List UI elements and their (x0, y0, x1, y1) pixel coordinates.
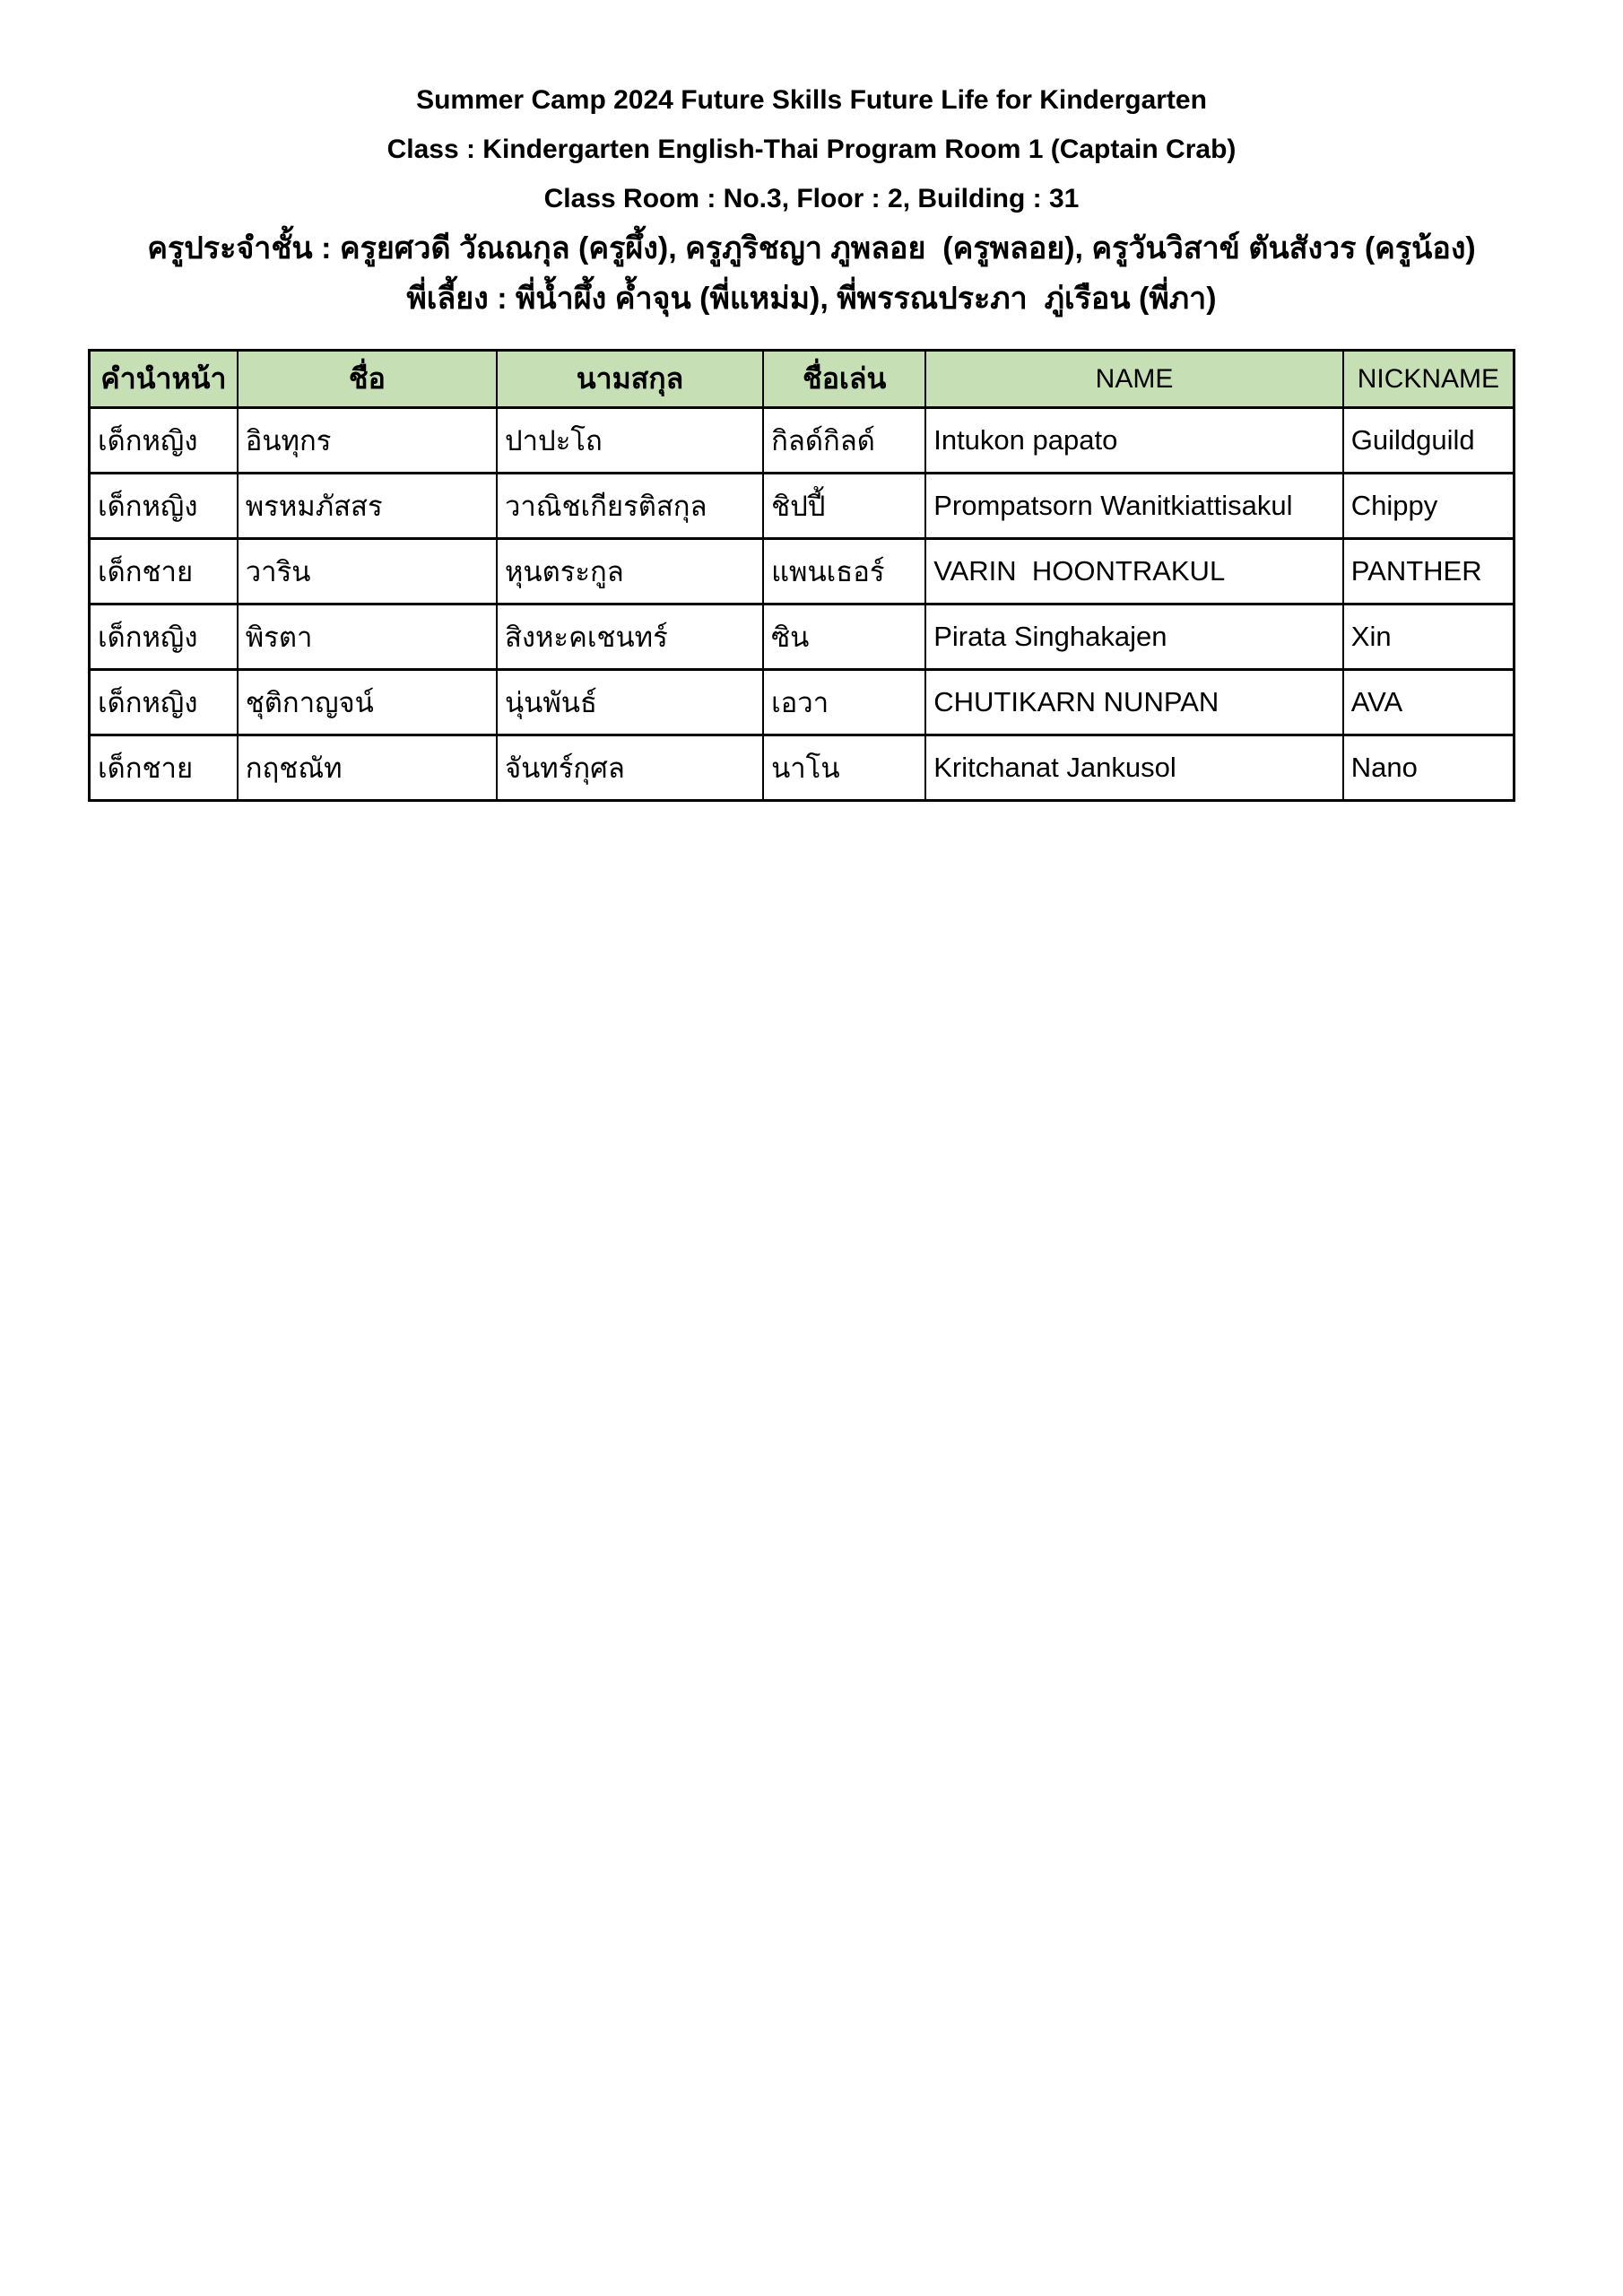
table-cell: พรหมภัสสร (238, 474, 497, 539)
roster-table (88, 349, 1515, 802)
table-cell: เด็กหญิง (90, 670, 238, 735)
column-header: NICKNAME (1343, 351, 1515, 408)
table-cell: หุนตระกูล (497, 539, 763, 604)
column-header: NAME (925, 351, 1343, 408)
table-cell: วาณิชเกียรติสกุล (497, 474, 763, 539)
table-cell: Chippy (1343, 474, 1515, 539)
table-cell: พิรตา (238, 604, 497, 670)
table-cell: นุ่นพันธ์ (497, 670, 763, 735)
roster-table-body (90, 408, 1515, 801)
table-cell: อินทุกร (238, 408, 497, 474)
table-row (90, 474, 1515, 539)
column-header: นามสกุล (497, 351, 763, 408)
table-cell: ชุติกาญจน์ (238, 670, 497, 735)
table-cell: กิลด์กิลด์ (763, 408, 925, 474)
table-cell: เอวา (763, 670, 925, 735)
table-cell: จันทร์กุศล (497, 735, 763, 801)
table-cell: CHUTIKARN NUNPAN (925, 670, 1343, 735)
table-cell: VARIN HOONTRAKUL (925, 539, 1343, 604)
table-cell: Xin (1343, 604, 1515, 670)
column-header: คำนำหน้า (90, 351, 238, 408)
roster-table-header (90, 351, 1515, 408)
header-row (90, 351, 1515, 408)
document-header (0, 0, 1623, 324)
teacher-line: ครูประจำชั้น : ครูยศวดี วัณณกุล (ครูผึ้ง), ครูภูริชญา ภูพลอย (ครูพลอย), ครูวันวิสาข์ ตันสังวร (ครูน้อง) (147, 231, 1476, 265)
table-cell: เด็กหญิง (90, 408, 238, 474)
table-cell: Kritchanat Jankusol (925, 735, 1343, 801)
document-title: Summer Camp 2024 Future Skills Future Life for Kindergarten (416, 85, 1207, 115)
table-row (90, 539, 1515, 604)
table-row (90, 735, 1515, 801)
column-header: ชื่อเล่น (763, 351, 925, 408)
table-cell: PANTHER (1343, 539, 1515, 604)
table-cell: ปาปะโถ (497, 408, 763, 474)
table-cell: กฤชณัท (238, 735, 497, 801)
table-cell: นาโน (763, 735, 925, 801)
table-cell: Intukon papato (925, 408, 1343, 474)
table-cell: ชิปปี้ (763, 474, 925, 539)
table-cell: Nano (1343, 735, 1515, 801)
table-cell: Guildguild (1343, 408, 1515, 474)
table-cell: เด็กหญิง (90, 604, 238, 670)
table-cell: ซิน (763, 604, 925, 670)
assistant-line: พี่เลี้ยง : พี่น้ำผึ้ง ค้ำจุน (พี่แหม่ม), พี่พรรณประภา ภู่เรือน (พี่ภา) (406, 282, 1217, 316)
class-subtitle: Class : Kindergarten English-Thai Program Room 1 (Captain Crab) (386, 135, 1237, 164)
table-cell: เด็กชาย (90, 539, 238, 604)
table-cell: แพนเธอร์ (763, 539, 925, 604)
table-row (90, 604, 1515, 670)
classroom-subtitle: Class Room : No.3, Floor : 2, Building : 31 (543, 184, 1080, 213)
table-cell: เด็กชาย (90, 735, 238, 801)
table-cell: วาริน (238, 539, 497, 604)
table-row (90, 408, 1515, 474)
table-cell: Pirata Singhakajen (925, 604, 1343, 670)
column-header: ชื่อ (238, 351, 497, 408)
table-cell: AVA (1343, 670, 1515, 735)
table-row (90, 670, 1515, 735)
table-cell: Prompatsorn Wanitkiattisakul (925, 474, 1343, 539)
table-cell: สิงหะคเชนทร์ (497, 604, 763, 670)
table-cell: เด็กหญิง (90, 474, 238, 539)
